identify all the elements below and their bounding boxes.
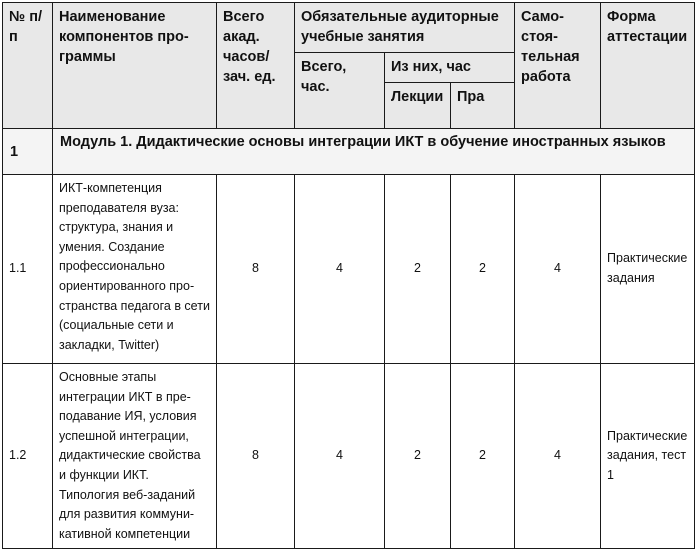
header-total: Всего акад. часов/ зач. ед. xyxy=(217,3,295,129)
row-hours: 4 xyxy=(295,364,385,549)
header-of-which: Из них, час xyxy=(385,53,515,83)
row-lectures: 2 xyxy=(385,175,451,364)
header-total-hours: Всего, час. xyxy=(295,53,385,129)
header-name: Наименование компонентов программы xyxy=(53,3,217,129)
row-total: 8 xyxy=(217,175,295,364)
module-title: Модуль 1. Дидактические основы интеграции ИКТ в обучение иностранных языков xyxy=(53,129,695,175)
row-self-study: 4 xyxy=(515,175,601,364)
header-lectures: Лекции xyxy=(385,83,451,129)
row-name: ИКТ-компетенция преподавателя вуза: структура, знания и умения. Создание профессионально ориентированного пространства педагога в сети (социальные сети и закладки, Twitter) xyxy=(53,175,217,364)
row-practice: 2 xyxy=(451,175,515,364)
row-total: 8 xyxy=(217,364,295,549)
header-num: № п/п xyxy=(3,3,53,129)
row-num: 1.1 xyxy=(3,175,53,364)
curriculum-table xyxy=(2,2,695,549)
row-hours: 4 xyxy=(295,175,385,364)
header-attestation: Форма аттестации xyxy=(601,3,695,129)
row-practice: 2 xyxy=(451,364,515,549)
module-num: 1 xyxy=(3,129,53,175)
row-num: 1.2 xyxy=(3,364,53,549)
header-self-study: Самостоятельная работа xyxy=(515,3,601,129)
header-mandatory: Обязательные аудиторные учебные занятия xyxy=(295,3,515,53)
row-self-study: 4 xyxy=(515,364,601,549)
module-row xyxy=(3,129,695,175)
row-lectures: 2 xyxy=(385,364,451,549)
table-row xyxy=(3,364,695,549)
row-form: Практические задания xyxy=(601,175,695,364)
table-row xyxy=(3,175,695,364)
header-practice: Пра xyxy=(451,83,515,129)
row-name: Основные этапы интеграции ИКТ в преподавание ИЯ, условия успешной интеграции, дидактические свойства и функции ИКТ. Типология веб-заданий для развития коммуникативной компетенции xyxy=(53,364,217,549)
row-form: Практические задания, тест 1 xyxy=(601,364,695,549)
